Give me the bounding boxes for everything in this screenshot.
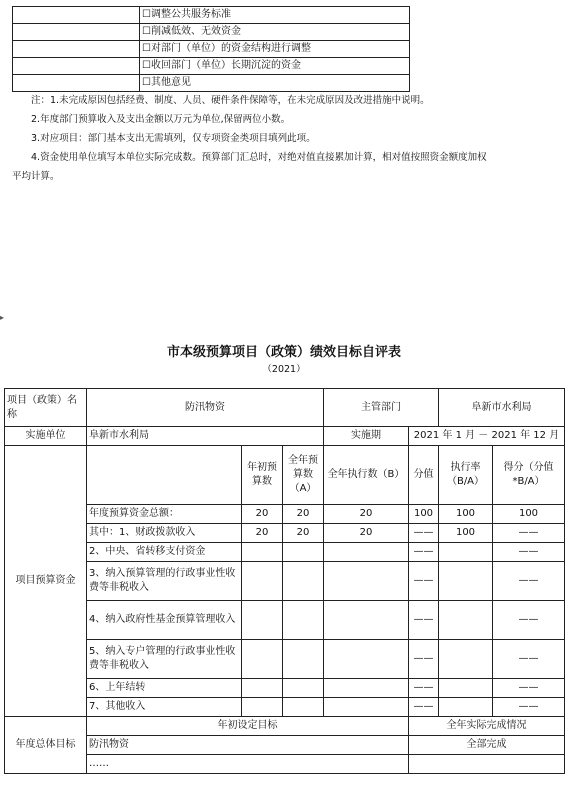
goal-more: …… bbox=[87, 755, 409, 774]
margin-marker-icon: ▸ bbox=[0, 313, 5, 322]
project-name-label: 项目（政策）名称 bbox=[5, 389, 87, 427]
table-row: 3、纳入预算管理的行政事业性收费等非税收入 —— —— bbox=[5, 562, 565, 601]
goal-plan-header: 年初设定目标 bbox=[87, 717, 409, 736]
table-row: 年度预算资金总额： 20 20 20 100 100 100 bbox=[5, 505, 565, 524]
header-result: 得分（分值*B/A） bbox=[493, 446, 565, 505]
dept-value: 阜新市水利局 bbox=[439, 389, 565, 427]
notes-block bbox=[31, 91, 559, 167]
table-row: 其中：1、财政拨款收入 20 20 20 —— 100 —— bbox=[5, 524, 565, 543]
dept-label: 主管部门 bbox=[324, 389, 439, 427]
option-5: ☐其他意见 bbox=[140, 75, 410, 92]
note-3: 3.对应项目：部门基本支出无需填列，仅专项资金类项目填列此项。 bbox=[31, 133, 316, 144]
option-1: ☐调整公共服务标准 bbox=[140, 7, 410, 24]
period-label: 实施期 bbox=[324, 427, 409, 446]
header-initial: 年初预算数 bbox=[242, 446, 283, 505]
table-row: 7、其他收入 —— —— bbox=[5, 698, 565, 717]
option-3: ☐对部门（单位）的资金结构进行调整 bbox=[140, 41, 410, 58]
unit-value: 阜新市水利局 bbox=[87, 427, 324, 446]
header-full: 全年预算数（A） bbox=[283, 446, 324, 505]
period-value: 2021 年 1 月 － 2021 年 12 月 bbox=[409, 427, 565, 446]
goal-actual-value: 全部完成 bbox=[409, 736, 565, 755]
project-name-value: 防汛物资 bbox=[87, 389, 324, 427]
goal-plan-value: 防汛物资 bbox=[87, 736, 409, 755]
performance-table bbox=[4, 388, 565, 774]
unit-label: 实施单位 bbox=[5, 427, 87, 446]
header-rate: 执行率（B/A） bbox=[439, 446, 493, 505]
header-score: 分值 bbox=[409, 446, 439, 505]
table-row: 5、纳入专户管理的行政事业性收费等非税收入 —— —— bbox=[5, 640, 565, 679]
note-4-cont: 平均计算。 bbox=[12, 171, 60, 182]
note-1: 注：1.未完成原因包括经费、制度、人员、硬件条件保障等，在未完成原因及改进措施中说明。 bbox=[31, 95, 430, 106]
option-4: ☐收回部门（单位）长期沉淀的资金 bbox=[140, 58, 410, 75]
goal-actual-header: 全年实际完成情况 bbox=[409, 717, 565, 736]
table-row: 6、上年结转 —— —— bbox=[5, 679, 565, 698]
table-row: 2、中央、省转移支付资金 —— —— bbox=[5, 543, 565, 562]
note-2: 2.年度部门预算收入及支出金额以万元为单位,保留两位小数。 bbox=[31, 114, 291, 125]
goal-label: 年度总体目标 bbox=[5, 717, 87, 774]
option-2: ☐削减低效、无效资金 bbox=[140, 24, 410, 41]
note-4: 4.资金使用单位填写本单位实际完成数。预算部门汇总时，对绝对值直接累加计算，相对值按照资金额度加权 bbox=[31, 152, 487, 163]
year-label: （2021） bbox=[262, 364, 306, 375]
adjustment-options-table bbox=[12, 6, 410, 92]
table-row: 4、纳入政府性基金预算管理收入 —— —— bbox=[5, 601, 565, 640]
header-exec: 全年执行数（B） bbox=[324, 446, 409, 505]
fund-label: 项目预算资金 bbox=[5, 446, 87, 717]
page-title: 市本级预算项目（政策）绩效目标自评表 bbox=[166, 345, 401, 360]
